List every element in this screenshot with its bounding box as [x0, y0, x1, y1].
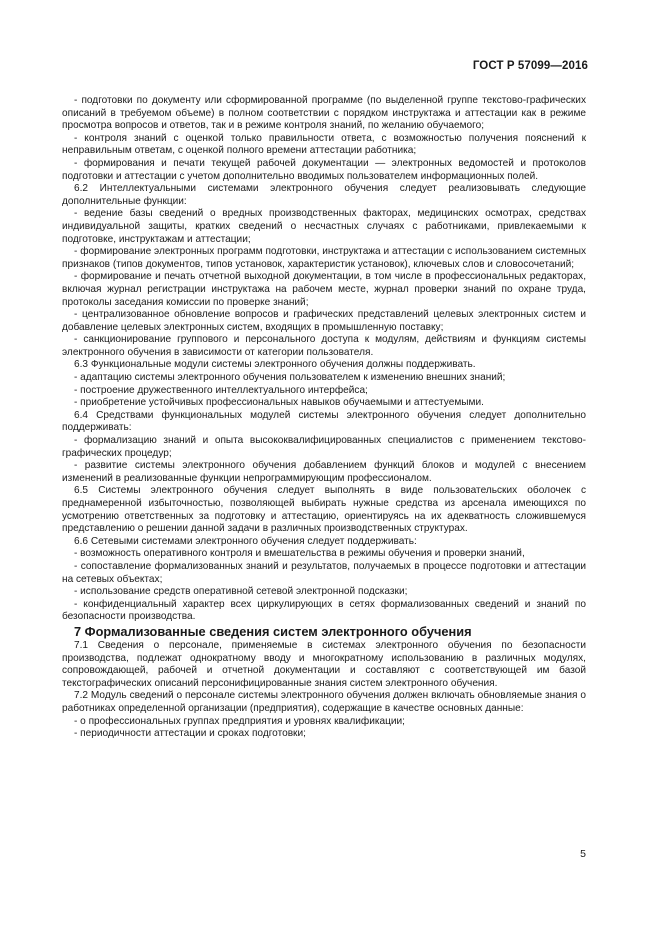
paragraph: - санкционирование группового и персонального доступа к модулям, действиям и функциям системы электронного обучения в зависимости от категории пользователя. — [62, 334, 586, 358]
paragraph: - централизованное обновление вопросов и графических представлений целевых электронных систем и добавление целевых электронных систем, входящих в промышленную поставку; — [62, 309, 586, 333]
clause-6-5: 6.5 Системы электронного обучения следует выполнять в виде пользовательских оболочек с преднамеренной избыточностью, позволяющей выбирать нужные средства из арсенала имеющихся по усмотрению ответственных за подготовку и аттестацию, ориентируясь на их адекватность сложившемуся представлению о решении данной задачи в различных производственных структурах. — [62, 485, 586, 535]
paragraph: - возможность оперативного контроля и вмешательства в режимы обучения и проверки знаний, — [74, 548, 525, 560]
paragraph: - адаптацию системы электронного обучения пользователем к изменению внешних знаний; — [74, 372, 506, 384]
paragraph: - формализацию знаний и опыта высококвалифицированных специалистов с применением текстово-графических процедур; — [62, 435, 586, 459]
document-body — [62, 95, 586, 741]
paragraph: - формирование электронных программ подготовки, инструктажа и аттестации с использованием системных признаков (типов документов, типов установок, характеристик установок), ключевых слов и словосочетаний; — [62, 246, 586, 270]
paragraph: - приобретение устойчивых профессиональных навыков обучаемыми и аттестуемыми. — [74, 397, 484, 409]
paragraph: - периодичности аттестации и сроках подготовки; — [74, 728, 306, 740]
clause-6-6: 6.6 Сетевыми системами электронного обучения следует поддерживать: — [74, 535, 417, 547]
standard-header: ГОСТ Р 57099—2016 — [472, 60, 588, 72]
clause-6-2: 6.2 Интеллектуальными системами электронного обучения следует реализовывать следующие дополнительные функции: — [62, 183, 586, 207]
clause-7-1: 7.1 Сведения о персонале, применяемые в системах электронного обучения по безопасности производства, подлежат однократному вводу и многократному использованию в различных модулях, сопровождающей, рабочей и отчетной документации и составляют с соответствующей им базой текстографических описаний персонифицированные знания систем электронного обучения. — [62, 639, 586, 689]
clause-7-2: 7.2 Модуль сведений о персонале системы электронного обучения должен включать обновляемые знания о работниках определенной организации (предприятия), содержащие в качестве основных данные: — [62, 690, 586, 714]
paragraph: - формирование и печать отчетной выходной документации, в том числе в профессиональных редакторах, включая журнал регистрации инструктажа на рабочем месте, журнал проверки знаний по охране труда, протоколы заседания комиссии по проверке знаний; — [62, 271, 586, 308]
paragraph: - ведение базы сведений о вредных производственных факторах, медицинских осмотрах, средствах индивидуальной защиты, кратких сведений о несчастных случаях с работниками, привлекаемыми к подготовке, инструктажам и аттестации; — [62, 208, 586, 245]
paragraph: - сопоставление формализованных знаний и результатов, получаемых в процессе подготовки и аттестации на сетевых объектах; — [62, 560, 586, 585]
paragraph: - о профессиональных группах предприятия и уровнях квалификации; — [74, 715, 405, 727]
page-number: 5 — [580, 848, 586, 860]
clause-6-3: 6.3 Функциональные модули системы электронного обучения должны поддерживать. — [74, 359, 476, 371]
paragraph: - развитие системы электронного обучения добавлением функций блоков и модулей с внесением изменений в реализованные функции непрограммирующим профессионалом. — [62, 460, 586, 484]
paragraph: - конфиденциальный характер всех циркулирующих в сетях формализованных сведений и знаний по безопасности производства. — [62, 598, 586, 623]
paragraph: - построение дружественного интеллектуального интерфейса; — [74, 384, 368, 396]
paragraph: - контроля знаний с оценкой только правильности ответа, с возможностью получения пояснений к неправильным ответам, с оценкой полного времени аттестации работника; — [62, 132, 586, 157]
section-title: 7 Формализованные сведения систем электронного обучения — [74, 623, 472, 639]
clause-6-4: 6.4 Средствами функциональных модулей системы электронного обучения следует дополнительно поддерживать: — [62, 409, 586, 434]
paragraph: - формирования и печати текущей рабочей документации — электронных ведомостей и протоколов подготовки и аттестации с учетом дополнительно вводимых пользователем информационных полей. — [62, 157, 586, 182]
paragraph: - подготовки по документу или сформированной программе (по выделенной группе текстово-графических описаний в требуемом объеме) в полном соответствии с порядком инструктажа и аттестации как в режиме просмотра вопросов и ответов, так и в режиме контроля знаний, по желанию обучаемого; — [62, 95, 586, 132]
paragraph: - использование средств оперативной сетевой электронной подсказки; — [74, 586, 408, 598]
